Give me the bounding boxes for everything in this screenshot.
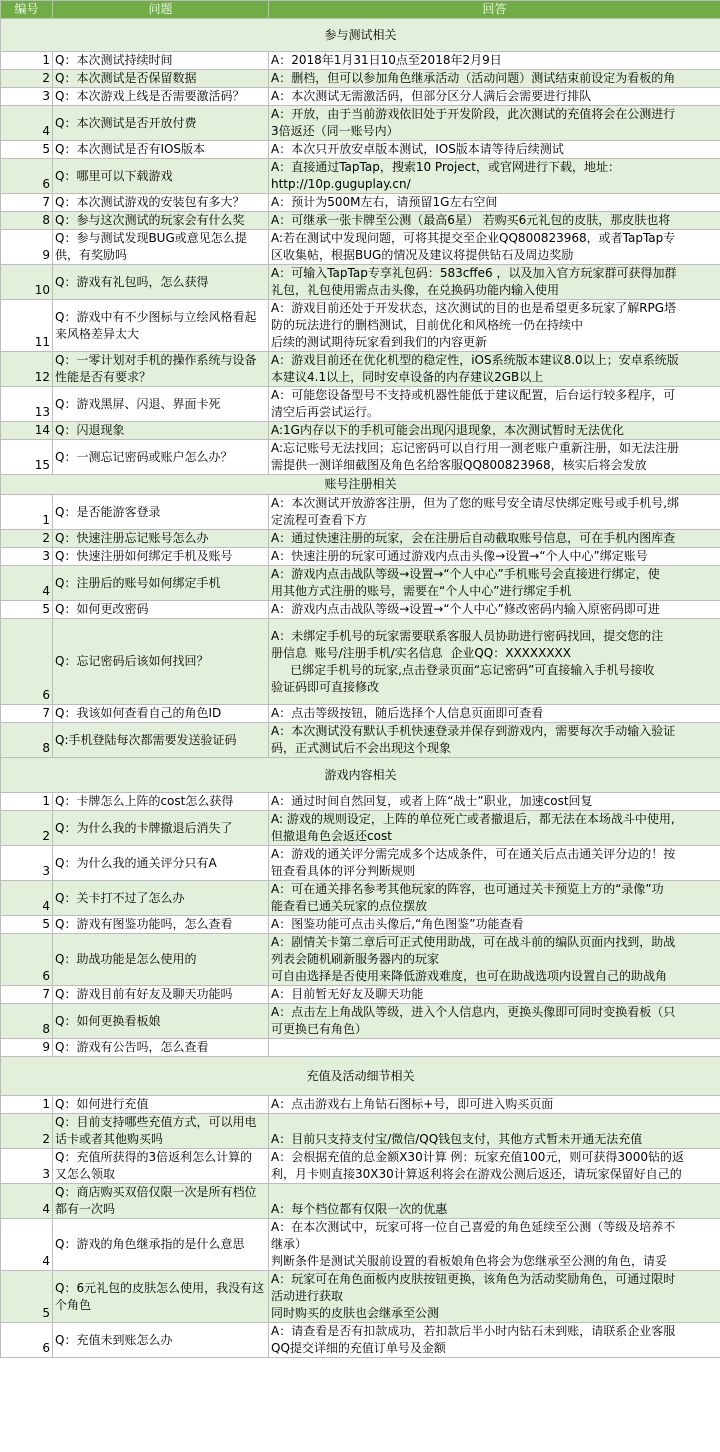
- answer-line: A：开放，由于当前游戏依旧处于开发阶段，此次测试的充值将会在公测进行: [271, 107, 676, 121]
- table-row: [1, 566, 720, 601]
- table-row: [1, 1184, 720, 1219]
- question-cell: Q：为什么我的卡牌撤退后消失了: [53, 811, 269, 846]
- question-cell: Q：充值未到账怎么办: [53, 1323, 269, 1358]
- answer-line: http://10p.guguplay.cn/: [271, 177, 411, 191]
- answer-line: 可更换已有角色）: [271, 1022, 368, 1036]
- row-number: 11: [1, 300, 53, 352]
- answer-line: 同时购买的皮肤也会继承至公测: [271, 1306, 440, 1320]
- answer-line: [271, 1114, 718, 1131]
- answer-line: A:若在测试中发现问题，可将其提交至企业QQ800823968，或者TapTap专: [271, 231, 676, 245]
- table-row: [1, 300, 720, 352]
- answer-line: A：本次测试无需激活码，但部分区分人满后会需要进行排队: [271, 89, 592, 103]
- answer-line: A: 游戏的规则设定，上阵的单位死亡或者撤退后，都无法在本场战斗中使用,: [271, 812, 675, 826]
- row-number: 6: [1, 934, 53, 986]
- table-row: [1, 934, 720, 986]
- row-number: 4: [1, 106, 53, 141]
- answer-line: A：通过时间自然回复，或者上阵“战士”职业，加速cost回复: [271, 794, 593, 808]
- answer-line: 清空后再尝试运行。: [271, 405, 380, 419]
- question-cell: Q：是否能游客登录: [53, 495, 269, 530]
- answer-line: 利，月卡则直接30X30计算返利将会在游戏公测后返还，请玩家保留好自己的: [271, 1167, 682, 1181]
- answer-cell: [269, 52, 720, 70]
- answer-cell: [269, 1323, 720, 1358]
- answer-cell: [269, 934, 720, 986]
- table-row: [1, 440, 720, 475]
- answer-line: 继承）: [271, 1237, 308, 1251]
- question-cell: Q：如何进行充值: [53, 1096, 269, 1114]
- answer-cell: [269, 566, 720, 601]
- answer-cell: [269, 705, 720, 723]
- table-row: [1, 705, 720, 723]
- table-row: [1, 159, 720, 194]
- row-number: 4: [1, 1184, 53, 1219]
- answer-line: A：游戏目前还处于开发状态，这次测试的目的也是希望更多玩家了解RPG塔: [271, 301, 677, 315]
- answer-line: A：未绑定手机号的玩家需要联系客服人员协助进行密码找回，提交您的注: [271, 628, 664, 643]
- answer-line: A：可在通关排名参考其他玩家的阵容，也可通过关卡预览上方的“录像”功: [271, 882, 664, 896]
- question-cell: Q：本次测试是否有IOS版本: [53, 141, 269, 159]
- question-cell: Q：一测忘记密码或账户怎么办？: [53, 440, 269, 475]
- row-number: 6: [1, 159, 53, 194]
- question-cell: Q：卡牌怎么上阵的cost怎么获得: [53, 793, 269, 811]
- row-number: 1: [1, 495, 53, 530]
- question-cell: Q：本次测试是否保留数据: [53, 70, 269, 88]
- row-number: 5: [1, 601, 53, 619]
- table-row: [1, 619, 720, 705]
- answer-cell: [269, 846, 720, 881]
- row-number: 2: [1, 1114, 53, 1149]
- table-row: [1, 1096, 720, 1114]
- question-cell: Q：一零计划对手机的操作系统与设备性能是否有要求？: [53, 352, 269, 387]
- answer-line: A：2018年1月31日10点至2018年2月9日: [271, 53, 502, 67]
- answer-cell: [269, 1096, 720, 1114]
- question-cell: Q：本次测试是否开放付费: [53, 106, 269, 141]
- answer-line: 定流程可查看下方: [271, 513, 368, 527]
- section-title: 游戏内容相关: [1, 758, 720, 793]
- question-cell: Q：6元礼包的皮肤怎么使用，我没有这个角色: [53, 1271, 269, 1323]
- answer-line: A：本次只开放安卓版本测试，IOS版本请等待后续测试: [271, 142, 564, 156]
- answer-line: 册信息 账号/注册手机/实名信息 企业QQ：XXXXXXXX: [271, 645, 572, 660]
- answer-cell: [269, 1219, 720, 1271]
- answer-line: A：删档，但可以参加角色继承活动（活动问题）测试结束前设定为看板的角: [271, 71, 676, 85]
- table-row: [1, 212, 720, 230]
- question-cell: Q：快速注册忘记账号怎么办: [53, 530, 269, 548]
- table-row: [1, 793, 720, 811]
- answer-line: A：可输入TapTap专享礼包码：583cffe6 ，以及加入官方玩家群可获得加群: [271, 266, 677, 280]
- answer-cell: [269, 70, 720, 88]
- answer-line: 需提供一测详细截图及角色名给客服QQ800823968，核实后将会发放: [271, 458, 647, 472]
- answer-line: 但撤退角色会返还cost: [271, 829, 392, 843]
- answer-cell: [269, 1039, 720, 1057]
- row-number: 2: [1, 811, 53, 846]
- answer-line: A：快速注册的玩家可通过游戏内点击头像→设置→“个人中心”绑定账号: [271, 549, 648, 563]
- section-header-row: [1, 1057, 720, 1096]
- table-row: [1, 387, 720, 422]
- answer-line: A：在本次测试中，玩家可将一位自己喜爱的角色延续至公测（等级及培养不: [271, 1220, 676, 1234]
- answer-line: 活动进行获取: [271, 1289, 344, 1303]
- answer-line: A：可继承一张卡牌至公测（最高6星） 若购买6元礼包的皮肤，那皮肤也将: [271, 213, 671, 227]
- row-number: 6: [1, 1323, 53, 1358]
- table-header-row: [1, 1, 720, 19]
- table-row: [1, 1114, 720, 1149]
- answer-cell: [269, 811, 720, 846]
- answer-line: A：预计为500M左右，请预留1G左右空间: [271, 195, 498, 209]
- row-number: 8: [1, 212, 53, 230]
- question-cell: Q：游戏的角色继承指的是什么意思: [53, 1219, 269, 1271]
- answer-line: 本建议4.1以上，同时安卓设备的内存建议2GB以上: [271, 370, 544, 384]
- answer-line: 码，正式测试后不会出现这个现象: [271, 741, 452, 755]
- table-row: [1, 1039, 720, 1057]
- row-number: 9: [1, 230, 53, 265]
- row-number: 7: [1, 705, 53, 723]
- table-row: [1, 1271, 720, 1323]
- answer-cell: [269, 986, 720, 1004]
- question-cell: Q：如何更换看板娘: [53, 1004, 269, 1039]
- answer-cell: [269, 106, 720, 141]
- row-number: 4: [1, 1219, 53, 1271]
- table-row: [1, 986, 720, 1004]
- answer-cell: [269, 723, 720, 758]
- row-number: 5: [1, 916, 53, 934]
- question-cell: Q：为什么我的通关评分只有A: [53, 846, 269, 881]
- answer-cell: [269, 352, 720, 387]
- answer-cell: [269, 1184, 720, 1219]
- row-number: 8: [1, 723, 53, 758]
- row-number: 6: [1, 619, 53, 705]
- header-answer: 回答: [269, 1, 720, 19]
- question-cell: Q：我该如何查看自己的角色ID: [53, 705, 269, 723]
- answer-cell: [269, 422, 720, 440]
- question-cell: Q：充值所获得的3倍返利怎么计算的 又怎么领取: [53, 1149, 269, 1184]
- row-number: 1: [1, 793, 53, 811]
- answer-line: A：游戏内点击战队等级→设置→“个人中心”手机账号会直接进行绑定，使: [271, 567, 660, 581]
- row-number: 14: [1, 422, 53, 440]
- table-row: [1, 230, 720, 265]
- header-num: 编号: [1, 1, 53, 19]
- table-row: [1, 88, 720, 106]
- answer-cell: [269, 619, 720, 705]
- answer-cell: [269, 141, 720, 159]
- answer-line: [271, 1039, 718, 1056]
- table-row: [1, 811, 720, 846]
- table-row: [1, 52, 720, 70]
- question-cell: Q：如何更改密码: [53, 601, 269, 619]
- answer-line: 防的玩法进行的删档测试，目前优化和风格统一仍在持续中: [271, 318, 584, 332]
- answer-line: A：剧情关卡第二章后可正式使用助战，可在战斗前的编队页面内找到，助战: [271, 935, 676, 949]
- row-number: 4: [1, 881, 53, 916]
- answer-line: A：图鉴功能可点击头像后,“角色图鉴”功能查看: [271, 917, 524, 931]
- answer-cell: [269, 601, 720, 619]
- faq-body: [1, 1, 720, 1358]
- question-cell: Q：商店购买双倍仅限一次是所有档位都有一次吗: [53, 1184, 269, 1219]
- answer-line: 已绑定手机号的玩家,点击登录页面“忘记密码”可直接输入手机号接收: [271, 662, 655, 677]
- row-number: 7: [1, 194, 53, 212]
- table-row: [1, 916, 720, 934]
- answer-line: A：目前只支持支付宝/微信/QQ钱包支付，其他方式暂未开通无法充值: [271, 1132, 643, 1146]
- answer-line: 列表会随机刷新服务器内的玩家: [271, 952, 440, 966]
- question-cell: Q：游戏有礼包吗，怎么获得: [53, 265, 269, 300]
- row-number: 8: [1, 1004, 53, 1039]
- answer-line: 判断条件是测试关服前设置的看板娘角色将会为您继承至公测的角色，请妥: [271, 1254, 668, 1268]
- answer-cell: [269, 230, 720, 265]
- question-cell: Q：关卡打不过了怎么办: [53, 881, 269, 916]
- answer-line: A：游戏目前还在优化机型的稳定性，iOS系统版本建议8.0以上；安卓系统版: [271, 353, 679, 367]
- question-cell: Q：本次游戏上线是否需要激活码？: [53, 88, 269, 106]
- answer-cell: [269, 1149, 720, 1184]
- row-number: 3: [1, 1149, 53, 1184]
- answer-cell: [269, 387, 720, 422]
- answer-line: A：点击等级按钮，随后选择个人信息页面即可查看: [271, 706, 544, 720]
- row-number: 2: [1, 530, 53, 548]
- section-header-row: [1, 475, 720, 495]
- question-cell: Q：目前支持哪些充值方式，可以用电话卡或者其他购买吗: [53, 1114, 269, 1149]
- row-number: 15: [1, 440, 53, 475]
- table-row: [1, 352, 720, 387]
- row-number: 2: [1, 70, 53, 88]
- answer-line: A：请查看是否有扣款成功，若扣款后半小时内钻石未到账，请联系企业客服: [271, 1324, 676, 1338]
- answer-line: A：游戏内点击战队等级→设置→“个人中心”修改密码内输入原密码即可进: [271, 602, 660, 616]
- question-cell: Q：注册后的账号如何绑定手机: [53, 566, 269, 601]
- answer-cell: [269, 265, 720, 300]
- table-row: [1, 106, 720, 141]
- table-row: [1, 1004, 720, 1039]
- answer-line: QQ提交详细的充值订单号及金额: [271, 1341, 446, 1355]
- answer-cell: [269, 793, 720, 811]
- answer-cell: [269, 300, 720, 352]
- section-title: 充值及活动细节相关: [1, 1057, 720, 1096]
- question-cell: Q：助战功能是怎么使用的: [53, 934, 269, 986]
- answer-line: A：本次测试没有默认手机快速登录并保存到游戏内，需要每次手动输入验证: [271, 724, 676, 738]
- question-cell: Q：本次测试游戏的安装包有多大？: [53, 194, 269, 212]
- section-header-row: [1, 758, 720, 793]
- question-cell: Q：闪退现象: [53, 422, 269, 440]
- answer-line: A：本次测试开放游客注册，但为了您的账号安全请尽快绑定账号或手机号,绑: [271, 496, 680, 510]
- row-number: 1: [1, 52, 53, 70]
- answer-line: 礼包，礼包使用需点击头像，在兑换码功能内输入使用: [271, 283, 560, 297]
- table-row: [1, 1323, 720, 1358]
- table-row: [1, 1149, 720, 1184]
- answer-line: A：游戏的通关评分需完成多个达成条件，可在通关后点击通关评分边的！按: [271, 847, 676, 861]
- table-row: [1, 881, 720, 916]
- question-cell: Q：快速注册如何绑定手机及账号: [53, 548, 269, 566]
- question-cell: Q：游戏有公告吗，怎么查看: [53, 1039, 269, 1057]
- row-number: 3: [1, 88, 53, 106]
- table-row: [1, 70, 720, 88]
- answer-line: [271, 1184, 718, 1201]
- answer-line: 3倍返还（同一账号内）: [271, 124, 399, 138]
- answer-line: A：每个档位都有仅限一次的优惠: [271, 1202, 448, 1216]
- table-row: [1, 141, 720, 159]
- table-row: [1, 194, 720, 212]
- table-row: [1, 548, 720, 566]
- table-row: [1, 530, 720, 548]
- table-row: [1, 846, 720, 881]
- answer-line: A：可能您设备型号不支持或机器性能低于建议配置，后台运行较多程序，可: [271, 388, 676, 402]
- answer-line: 区收集帖，根据BUG的情况及建议将提供钻石及周边奖励: [271, 248, 574, 262]
- row-number: 9: [1, 1039, 53, 1057]
- answer-line: 后续的测试期待玩家看到我们的内容更新: [271, 335, 488, 349]
- table-row: [1, 495, 720, 530]
- answer-cell: [269, 194, 720, 212]
- answer-line: 用其他方式注册的账号，需要在“个人中心”进行绑定手机: [271, 584, 572, 598]
- question-cell: Q：游戏有图鉴功能吗，怎么查看: [53, 916, 269, 934]
- answer-line: 能查看已通关玩家的点位摆放: [271, 899, 428, 913]
- row-number: 5: [1, 141, 53, 159]
- row-number: 7: [1, 986, 53, 1004]
- table-row: [1, 1219, 720, 1271]
- answer-cell: [269, 1004, 720, 1039]
- row-number: 13: [1, 387, 53, 422]
- question-cell: Q：参与测试发现BUG或意见怎么提供，有奖励吗: [53, 230, 269, 265]
- question-cell: Q：参与这次测试的玩家会有什么奖: [53, 212, 269, 230]
- answer-line: A:1G内存以下的手机可能会出现闪退现象，本次测试暂时无法优化: [271, 423, 624, 437]
- question-cell: Q：忘记密码后该如何找回？: [53, 619, 269, 705]
- answer-line: A：玩家可在角色面板内皮肤按钮更换，该角色为活动奖励角色，可通过限时: [271, 1272, 676, 1286]
- header-question: 问题: [53, 1, 269, 19]
- row-number: 3: [1, 846, 53, 881]
- answer-line: 验证码即可直接修改: [271, 679, 380, 694]
- section-header-row: [1, 19, 720, 52]
- section-title: 参与测试相关: [1, 19, 720, 52]
- row-number: 3: [1, 548, 53, 566]
- answer-line: A：通过快速注册的玩家，会在注册后自动截取账号信息，可在手机内图库查: [271, 531, 676, 545]
- answer-cell: [269, 88, 720, 106]
- answer-line: A:忘记账号无法找回；忘记密码可以自行用一测老账户重新注册，如无法注册: [271, 441, 680, 455]
- answer-cell: [269, 495, 720, 530]
- answer-cell: [269, 548, 720, 566]
- answer-cell: [269, 212, 720, 230]
- table-row: [1, 265, 720, 300]
- answer-line: A：会根据充值的总金额X30计算 例：玩家充值100元，则可获得3000钻的返: [271, 1150, 684, 1164]
- table-row: [1, 723, 720, 758]
- table-row: [1, 601, 720, 619]
- question-cell: Q：本次测试持续时间: [53, 52, 269, 70]
- answer-cell: [269, 881, 720, 916]
- row-number: 10: [1, 265, 53, 300]
- row-number: 12: [1, 352, 53, 387]
- answer-cell: [269, 530, 720, 548]
- answer-line: 钮查看具体的评分判断规则: [271, 864, 416, 878]
- answer-cell: [269, 1271, 720, 1323]
- table-row: [1, 422, 720, 440]
- answer-line: A：目前暂无好友及聊天功能: [271, 987, 424, 1001]
- question-cell: Q：游戏黑屏、闪退、界面卡死: [53, 387, 269, 422]
- answer-line: A：点击左上角战队等级，进入个人信息内，更换头像即可同时变换看板（只: [271, 1005, 676, 1019]
- section-title: 账号注册相关: [1, 475, 720, 495]
- row-number: 5: [1, 1271, 53, 1323]
- answer-line: A：直接通过TapTap，搜索10 Project，或官网进行下载，地址：: [271, 160, 620, 174]
- row-number: 4: [1, 566, 53, 601]
- question-cell: Q：游戏目前有好友及聊天功能吗: [53, 986, 269, 1004]
- row-number: 1: [1, 1096, 53, 1114]
- question-cell: Q：哪里可以下载游戏: [53, 159, 269, 194]
- answer-line: 可自由选择是否使用来降低游戏难度，也可在助战选项内设置自己的助战角: [271, 969, 668, 983]
- answer-line: A：点击游戏右上角钻石图标+号，即可进入购买页面: [271, 1097, 554, 1111]
- question-cell: Q：游戏中有不少图标与立绘风格看起来风格差异太大: [53, 300, 269, 352]
- answer-cell: [269, 159, 720, 194]
- answer-cell: [269, 440, 720, 475]
- answer-cell: [269, 1114, 720, 1149]
- answer-cell: [269, 916, 720, 934]
- question-cell: Q:手机登陆每次都需要发送验证码: [53, 723, 269, 758]
